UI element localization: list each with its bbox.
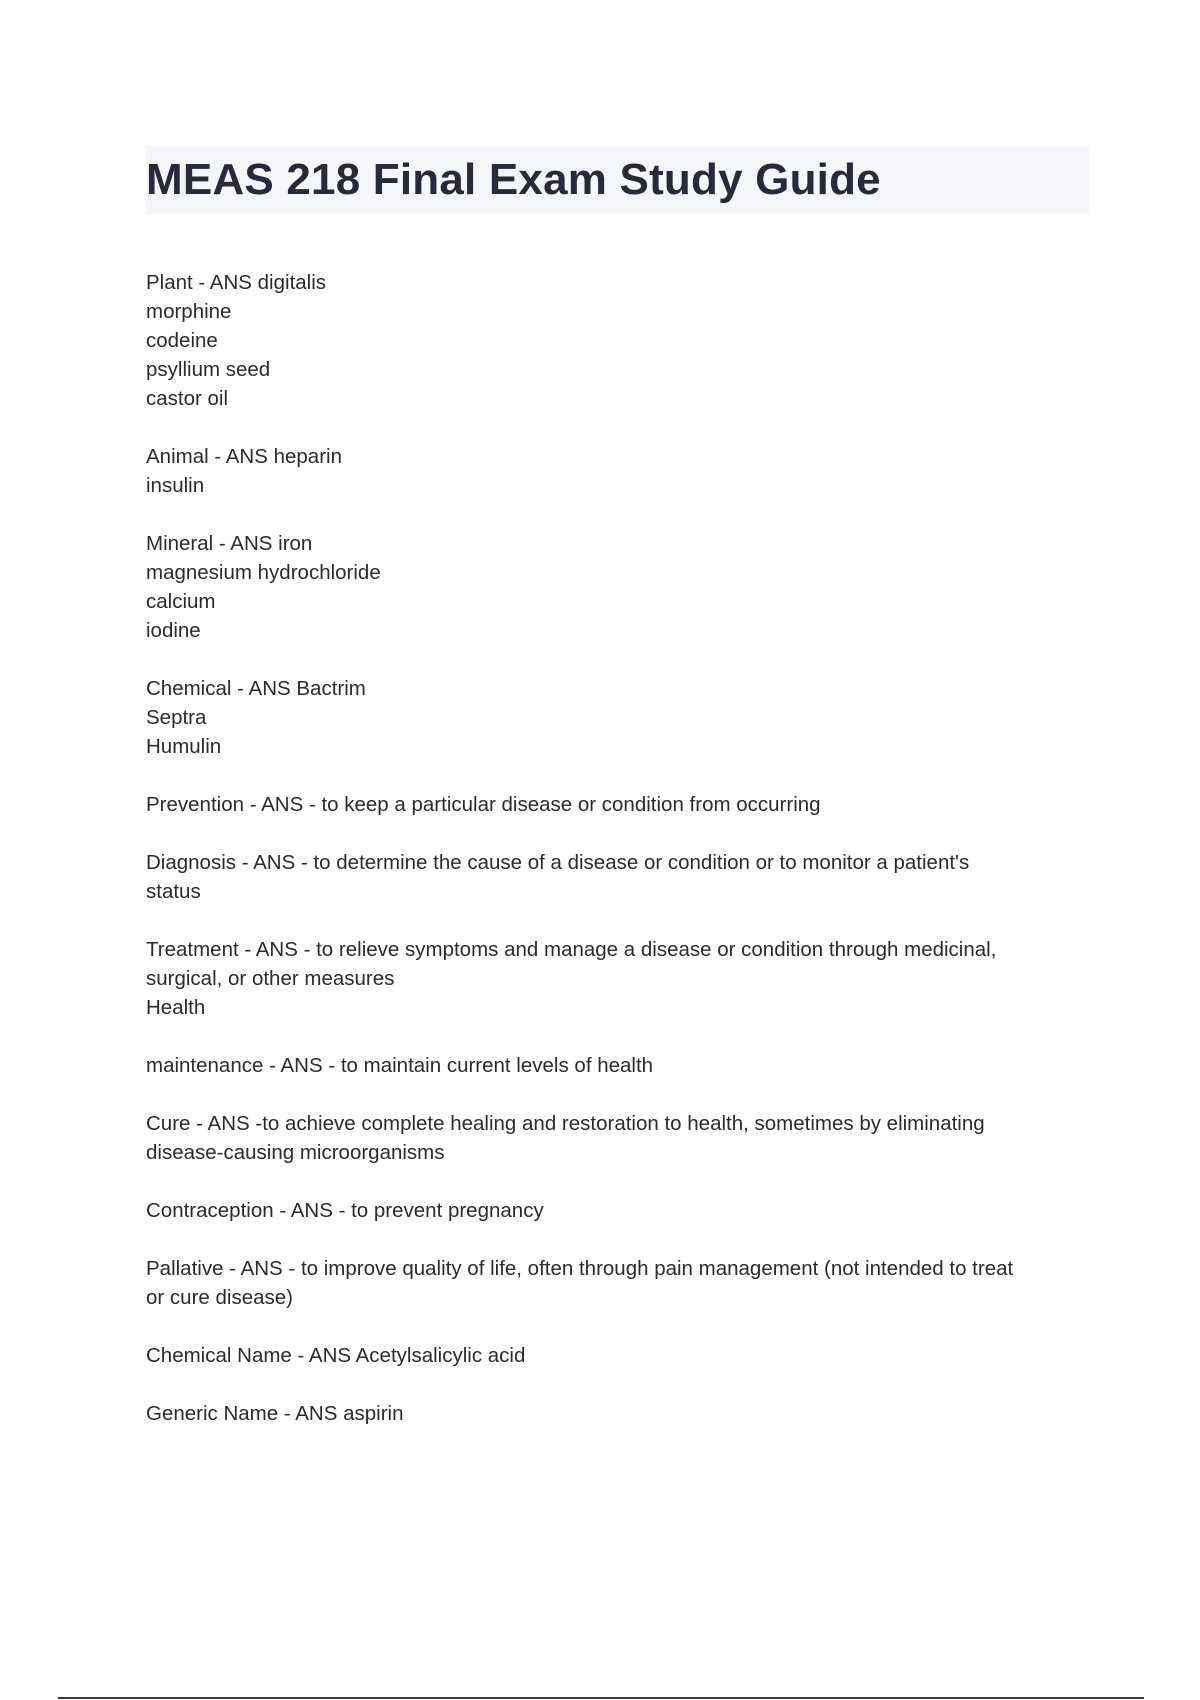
entry-term-line: maintenance - ANS - to maintain current levels of health (146, 1054, 654, 1077)
entry-detail-line: disease-causing microorganisms (146, 1141, 445, 1164)
entry-detail-line: magnesium hydrochloride (146, 561, 381, 584)
entry-term-line: Pallative - ANS - to improve quality of life, often through pain management (not intended to treat (146, 1257, 1014, 1280)
entry-detail-line: Health (146, 996, 206, 1019)
study-entry (146, 935, 1091, 1022)
study-entry (146, 1109, 1091, 1167)
entry-detail-line: castor oil (146, 387, 229, 410)
entry-term-line: Chemical - ANS Bactrim (146, 677, 366, 700)
entry-detail-line: calcium (146, 590, 216, 613)
entry-detail-line: morphine (146, 300, 232, 323)
entry-term-line: Mineral - ANS iron (146, 532, 313, 555)
study-entry (146, 1341, 1091, 1370)
entry-detail-line: codeine (146, 329, 218, 352)
entry-detail-line: iodine (146, 619, 201, 642)
entry-detail-line: Septra (146, 706, 207, 729)
study-entry (146, 1051, 1091, 1080)
bottom-divider (58, 1697, 1144, 1699)
page-title: MEAS 218 Final Exam Study Guide (146, 155, 881, 204)
study-entry (146, 529, 1091, 645)
entry-detail-line: psyllium seed (146, 358, 271, 381)
entry-term-line: Generic Name - ANS aspirin (146, 1402, 404, 1425)
entry-term-line: Treatment - ANS - to relieve symptoms and manage a disease or condition through medicinal, (146, 938, 997, 961)
entry-detail-line: status (146, 880, 201, 903)
study-entry (146, 442, 1091, 500)
entry-detail-line: insulin (146, 474, 205, 497)
entry-term-line: Chemical Name - ANS Acetylsalicylic acid (146, 1344, 526, 1367)
study-entry (146, 790, 1091, 819)
entry-term-line: Plant - ANS digitalis (146, 271, 327, 294)
entry-term-line: Animal - ANS heparin (146, 445, 342, 468)
entry-detail-line: surgical, or other measures (146, 967, 395, 990)
study-entry (146, 1254, 1091, 1312)
entry-term-line: Prevention - ANS - to keep a particular disease or condition from occurring (146, 793, 821, 816)
entry-term-line: Diagnosis - ANS - to determine the cause of a disease or condition or to monitor a patient's (146, 851, 970, 874)
title-band (146, 146, 1089, 214)
entry-term-line: Cure - ANS -to achieve complete healing and restoration to health, sometimes by eliminating (146, 1112, 985, 1135)
study-guide-content (146, 268, 1091, 1457)
entry-term-line: Contraception - ANS - to prevent pregnancy (146, 1199, 544, 1222)
study-entry (146, 268, 1091, 413)
entry-detail-line: or cure disease) (146, 1286, 293, 1309)
study-entry (146, 1196, 1091, 1225)
study-entry (146, 848, 1091, 906)
study-entry (146, 1399, 1091, 1428)
study-entry (146, 674, 1091, 761)
entry-detail-line: Humulin (146, 735, 222, 758)
